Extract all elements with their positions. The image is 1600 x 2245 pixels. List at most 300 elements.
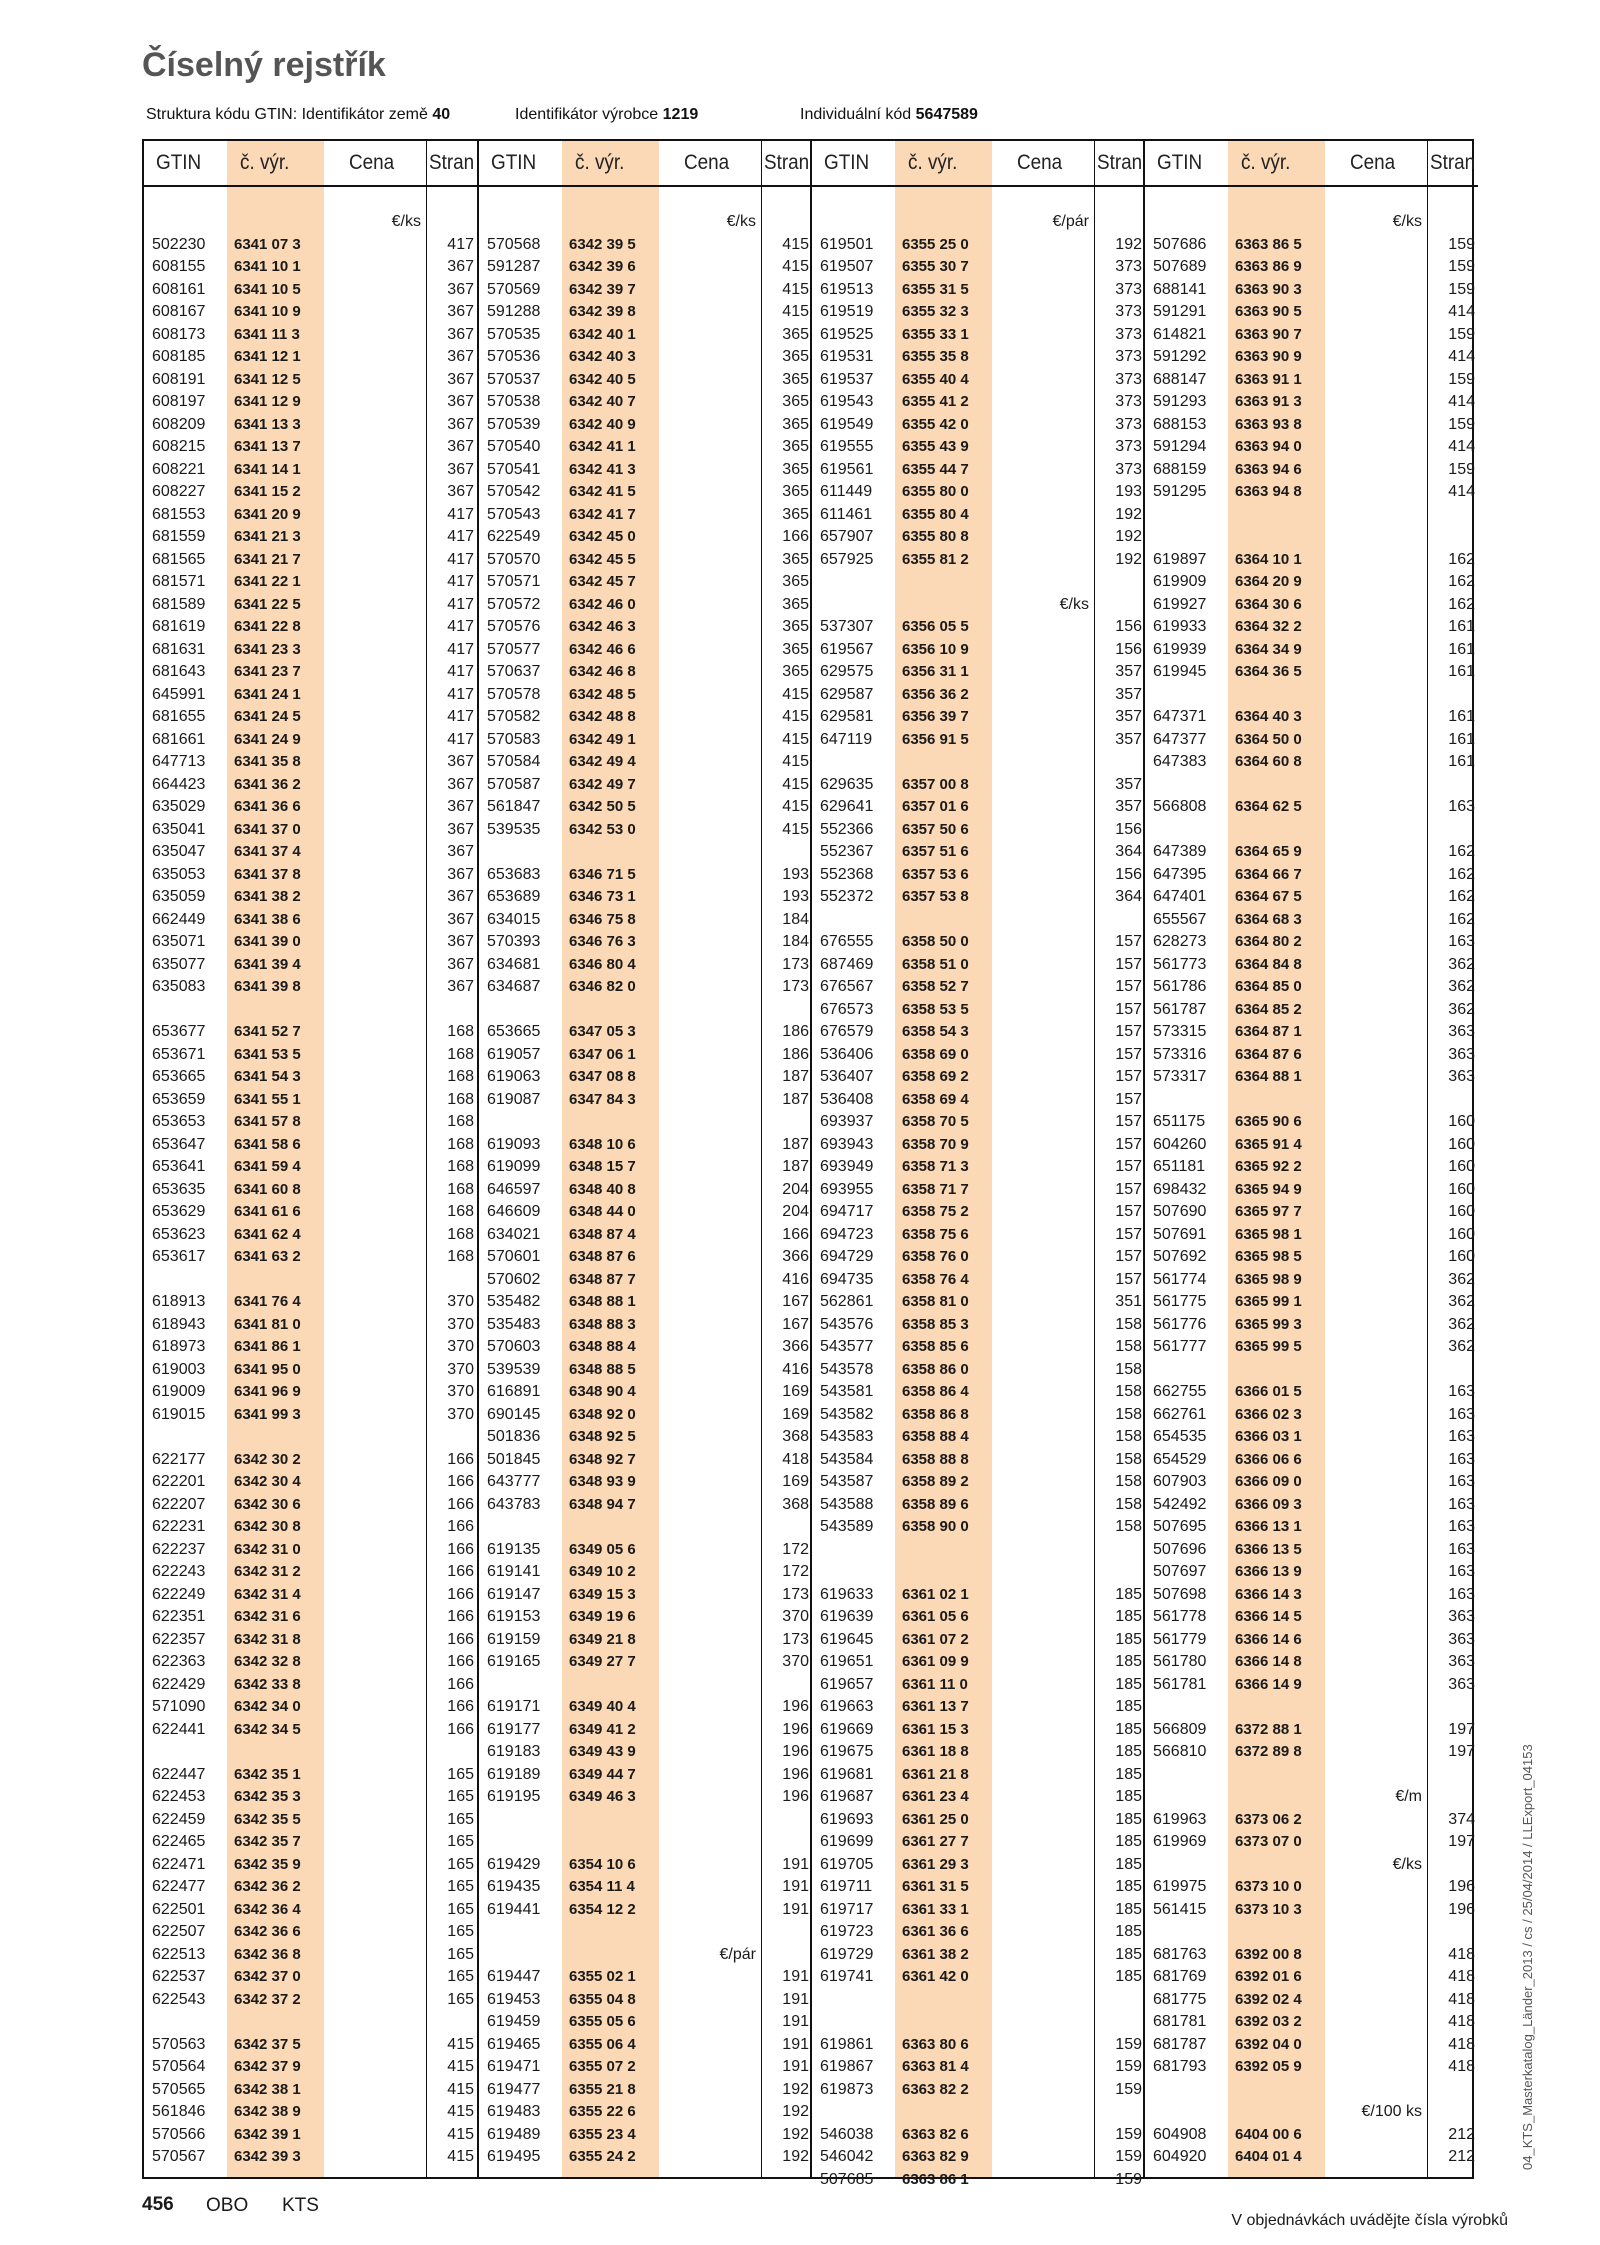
product-number-cell: 6342 45 5 (569, 550, 636, 568)
gtin-cell: 694717 (820, 1203, 874, 1220)
page-cell: 415 (782, 730, 809, 748)
table-row (479, 1404, 812, 1427)
product-number-cell: 6365 98 5 (1235, 1248, 1302, 1265)
table-row (144, 2011, 477, 2034)
table-row (1145, 256, 1478, 279)
page-cell: 159 (1448, 415, 1475, 433)
table-row (812, 1809, 1145, 1832)
table-row (479, 1966, 812, 1989)
page-cell: 417 (447, 730, 474, 748)
page-cell: 414 (1448, 483, 1475, 500)
page-cell: 196 (782, 1765, 809, 1783)
gtin-cell: 591287 (487, 258, 541, 275)
table-row (812, 571, 1145, 594)
gtin-cell: 561847 (487, 798, 541, 815)
product-number-cell: 6364 50 0 (1235, 730, 1302, 748)
gtin-cell: 662761 (1153, 1405, 1207, 1423)
product-number-cell: 6364 30 6 (1235, 595, 1302, 613)
table-row (812, 1044, 1145, 1067)
page-cell: 157 (1115, 933, 1142, 950)
table-row (1145, 1381, 1478, 1404)
page-cell: 417 (447, 505, 474, 523)
page-cell: 415 (447, 2080, 474, 2098)
table-row (812, 976, 1145, 999)
gtin-cell: 694723 (820, 1225, 874, 1243)
subhead-value: 40 (432, 106, 451, 123)
product-number-cell: 6363 82 2 (902, 2080, 969, 2098)
page-cell: 418 (1448, 2058, 1475, 2075)
gtin-cell: 681763 (1153, 1945, 1207, 1963)
product-number-cell: 6361 15 3 (902, 1720, 969, 1738)
product-number-cell: 6364 20 9 (1235, 573, 1302, 590)
page-cell: 159 (1448, 258, 1475, 275)
table-row (479, 1314, 812, 1337)
gtin-cell: 608215 (152, 438, 206, 455)
product-number-cell: 6341 35 8 (234, 753, 301, 770)
table-row (479, 436, 812, 459)
product-number-cell: 6341 59 4 (234, 1158, 301, 1175)
gtin-cell: 570587 (487, 775, 541, 793)
page-cell: 367 (447, 280, 474, 298)
gtin-cell: 546038 (820, 2125, 874, 2143)
product-number-cell: 6342 49 7 (569, 775, 636, 793)
gtin-cell: 619975 (1153, 1878, 1207, 1895)
table-row (812, 2146, 1145, 2169)
gtin-cell: 535483 (487, 1315, 541, 1333)
rows-list (812, 211, 1145, 2191)
product-number-cell: 6364 36 5 (1235, 663, 1302, 680)
product-number-cell: 6361 11 0 (902, 1675, 968, 1693)
gtin-cell: 647383 (1153, 753, 1207, 770)
gtin-cell: 676579 (820, 1023, 874, 1040)
table-row (812, 2079, 1145, 2102)
page-cell: 373 (1115, 438, 1142, 455)
gtin-cell: 635041 (152, 820, 206, 838)
price-unit-cell: €/ks (1392, 213, 1422, 230)
page-cell: 191 (782, 2058, 809, 2075)
gtin-cell: 662449 (152, 910, 206, 928)
table-row (812, 1291, 1145, 1314)
gtin-cell: 619657 (820, 1675, 874, 1693)
column-header (1145, 141, 1478, 187)
table-row (1145, 1629, 1478, 1652)
page-cell: 418 (782, 1450, 809, 1468)
table-row (1145, 549, 1478, 572)
product-number-cell: 6341 15 2 (234, 483, 301, 500)
table-row (479, 391, 812, 414)
gtin-cell: 619453 (487, 1990, 541, 2008)
page-cell: 168 (447, 1135, 474, 1153)
table-row (479, 1516, 812, 1539)
page-cell: 185 (1115, 1923, 1142, 1940)
page-cell: 367 (447, 843, 474, 860)
price-unit-cell: €/ks (1392, 1855, 1422, 1873)
table-row (144, 931, 477, 954)
product-number-cell: 6354 12 2 (569, 1900, 636, 1918)
page-cell: 418 (1448, 1990, 1475, 2008)
table-row (812, 481, 1145, 504)
product-number-cell: 6341 61 6 (234, 1203, 301, 1220)
table-row (812, 886, 1145, 909)
product-number-cell: 6358 70 9 (902, 1135, 969, 1153)
header-product-number: č. výr. (1241, 151, 1291, 174)
page-cell: 158 (1115, 1473, 1142, 1490)
page-cell: 365 (782, 550, 809, 568)
page-cell: 165 (447, 1968, 474, 1985)
table-row (812, 279, 1145, 302)
product-number-cell: 6363 90 7 (1235, 325, 1302, 343)
gtin-cell: 688147 (1153, 370, 1207, 388)
product-number-cell: 6342 36 4 (234, 1900, 301, 1918)
price-unit-cell: €/ks (391, 213, 421, 230)
table-row (1145, 1764, 1478, 1787)
table-row (479, 1764, 812, 1787)
page-cell: 365 (782, 640, 809, 658)
page-cell: 365 (782, 460, 809, 478)
product-number-cell: 6366 14 9 (1235, 1675, 1302, 1693)
product-number-cell: 6364 80 2 (1235, 933, 1302, 950)
gtin-cell: 501845 (487, 1450, 541, 1468)
product-number-cell: 6347 08 8 (569, 1068, 636, 1085)
gtin-cell: 619189 (487, 1765, 541, 1783)
page-cell: 367 (447, 978, 474, 995)
product-number-cell: 6361 27 7 (902, 1833, 969, 1850)
gtin-cell: 622441 (152, 1720, 206, 1738)
gtin-cell: 681769 (1153, 1968, 1207, 1985)
product-number-cell: 6365 99 1 (1235, 1293, 1302, 1310)
gtin-cell: 681781 (1153, 2013, 1207, 2030)
product-number-cell: 6349 15 3 (569, 1585, 636, 1603)
product-number-cell: 6364 87 1 (1235, 1023, 1302, 1040)
table-row (1145, 1516, 1478, 1539)
page-cell: 163 (1448, 933, 1475, 950)
page-cell: 363 (1448, 1045, 1475, 1063)
table-row (812, 1651, 1145, 1674)
page-cell: 414 (1448, 348, 1475, 365)
table-row (812, 2034, 1145, 2057)
product-number-cell: 6342 38 1 (234, 2080, 301, 2098)
table-row (144, 2124, 477, 2147)
page-cell: 365 (782, 325, 809, 343)
gtin-cell: 591295 (1153, 483, 1207, 500)
table-row (1145, 864, 1478, 887)
table-row (1145, 1134, 1478, 1157)
page-cell: 168 (447, 1023, 474, 1040)
page-cell: 163 (1448, 1563, 1475, 1580)
page-cell: 168 (447, 1113, 474, 1130)
product-number-cell: 6341 14 1 (234, 460, 301, 478)
product-number-cell: 6346 71 5 (569, 865, 636, 883)
table-row (144, 1876, 477, 1899)
gtin-cell: 619471 (487, 2058, 541, 2075)
header-product-number: č. výr. (240, 151, 290, 174)
table-row (812, 1696, 1145, 1719)
gtin-cell: 619009 (152, 1383, 206, 1400)
table-row (479, 1674, 812, 1697)
product-number-cell: 6361 31 5 (902, 1878, 969, 1895)
page-cell: 168 (447, 1180, 474, 1198)
product-number-cell: 6392 02 4 (1235, 1990, 1302, 2008)
table-row (812, 1944, 1145, 1967)
product-number-cell: 6342 35 1 (234, 1765, 301, 1783)
product-number-cell: 6341 20 9 (234, 505, 301, 523)
page-cell: 417 (447, 618, 474, 635)
table-row (812, 1584, 1145, 1607)
table-row (144, 1719, 477, 1742)
table-row (144, 1314, 477, 1337)
page-cell: 173 (782, 1585, 809, 1603)
gtin-cell: 619633 (820, 1585, 874, 1603)
product-number-cell: 6346 76 3 (569, 933, 636, 950)
gtin-cell: 619675 (820, 1743, 874, 1760)
gtin-cell: 681643 (152, 663, 206, 680)
gtin-cell: 622429 (152, 1675, 206, 1693)
product-number-cell: 6355 35 8 (902, 348, 969, 365)
table-row (144, 1944, 477, 1967)
gtin-cell: 561777 (1153, 1338, 1207, 1355)
table-row (479, 1584, 812, 1607)
page-cell: 165 (447, 1945, 474, 1963)
page-cell: 169 (782, 1405, 809, 1423)
page-cell: 161 (1448, 663, 1475, 680)
page-cell: 196 (1448, 1900, 1475, 1918)
table-row (479, 211, 812, 234)
page-cell: 193 (782, 888, 809, 905)
page-cell: 415 (782, 798, 809, 815)
table-row (144, 729, 477, 752)
product-number-cell: 6361 33 1 (902, 1900, 969, 1918)
table-row (812, 256, 1145, 279)
page-cell: 166 (782, 1225, 809, 1243)
page-cell: 366 (782, 1248, 809, 1265)
table-row (1145, 436, 1478, 459)
table-row (812, 1314, 1145, 1337)
table-row (812, 1539, 1145, 1562)
page-cell: 192 (1115, 235, 1142, 253)
product-number-cell: 6341 54 3 (234, 1068, 301, 1085)
table-row (144, 234, 477, 257)
table-row (144, 1201, 477, 1224)
table-row (1145, 1674, 1478, 1697)
page-cell: 197 (1448, 1833, 1475, 1850)
product-number-cell: 6354 10 6 (569, 1855, 636, 1873)
table-row (1145, 1336, 1478, 1359)
table-row (479, 684, 812, 707)
product-number-cell: 6348 94 7 (569, 1495, 636, 1513)
product-number-cell: 6341 21 7 (234, 550, 301, 568)
product-number-cell: 6363 90 3 (1235, 280, 1302, 298)
table-row (479, 1201, 812, 1224)
page-cell: 165 (447, 1878, 474, 1895)
product-number-cell: 6358 69 2 (902, 1068, 969, 1085)
gtin-cell: 507697 (1153, 1563, 1207, 1580)
table-row (812, 2124, 1145, 2147)
page-cell: 166 (447, 1540, 474, 1558)
table-row (144, 954, 477, 977)
product-number-cell: 6342 36 2 (234, 1878, 301, 1895)
product-number-cell: 6363 93 8 (1235, 415, 1302, 433)
gtin-cell: 619909 (1153, 573, 1207, 590)
gtin-cell: 681571 (152, 573, 206, 590)
product-number-cell: 6348 90 4 (569, 1383, 636, 1400)
gtin-cell: 619729 (820, 1945, 874, 1963)
table-row (479, 1179, 812, 1202)
table-row (812, 1516, 1145, 1539)
gtin-cell: 619135 (487, 1540, 541, 1558)
table-row (812, 1449, 1145, 1472)
product-number-cell: 6404 00 6 (1235, 2125, 1302, 2143)
table-row (479, 2011, 812, 2034)
product-number-cell: 6341 38 2 (234, 888, 301, 905)
product-number-cell: 6355 32 3 (902, 303, 969, 320)
product-number-cell: 6346 73 1 (569, 888, 636, 905)
gtin-cell: 681775 (1153, 1990, 1207, 2008)
product-number-cell: 6365 91 4 (1235, 1135, 1302, 1153)
page-cell: 373 (1115, 393, 1142, 410)
gtin-cell: 629641 (820, 798, 874, 815)
table-row (812, 2101, 1145, 2124)
product-number-cell: 6342 41 7 (569, 505, 636, 523)
page-cell: 160 (1448, 1248, 1475, 1265)
table-row (144, 1179, 477, 1202)
gtin-cell: 622543 (152, 1990, 206, 2008)
table-row (144, 1854, 477, 1877)
product-number-cell: 6349 46 3 (569, 1788, 636, 1805)
table-row (1145, 729, 1478, 752)
page-cell: 191 (782, 2013, 809, 2030)
gtin-cell: 570602 (487, 1270, 541, 1288)
table-row (479, 1471, 812, 1494)
page-cell: 166 (447, 1675, 474, 1693)
product-number-cell: 6342 35 9 (234, 1855, 301, 1873)
table-row (144, 1471, 477, 1494)
page-cell: 185 (1115, 1675, 1142, 1693)
gtin-cell: 619561 (820, 460, 874, 478)
table-row (144, 2034, 477, 2057)
product-number-cell: 6342 41 5 (569, 483, 636, 500)
gtin-cell: 646597 (487, 1180, 541, 1198)
table-row (144, 1494, 477, 1517)
table-row (1145, 1246, 1478, 1269)
table-row (812, 391, 1145, 414)
table-row (812, 684, 1145, 707)
gtin-cell: 570583 (487, 730, 541, 748)
product-number-cell: 6355 22 6 (569, 2103, 636, 2120)
product-number-cell: 6358 52 7 (902, 978, 969, 995)
page-cell: 166 (447, 1608, 474, 1625)
gtin-cell: 681589 (152, 595, 206, 613)
gtin-cell: 546042 (820, 2148, 874, 2165)
page-cell: 367 (447, 415, 474, 433)
product-number-cell: 6356 31 1 (902, 663, 969, 680)
product-number-cell: 6347 05 3 (569, 1023, 636, 1040)
product-number-cell: 6357 53 6 (902, 865, 969, 883)
page-cell: 362 (1448, 978, 1475, 995)
product-number-cell: 6358 75 2 (902, 1203, 969, 1220)
table-row (144, 594, 477, 617)
product-number-cell: 6355 42 0 (902, 415, 969, 433)
page-cell: 165 (447, 1788, 474, 1805)
gtin-cell: 635029 (152, 798, 206, 815)
gtin-cell: 694729 (820, 1248, 874, 1265)
table-row (144, 774, 477, 797)
gtin-cell: 542492 (1153, 1495, 1207, 1513)
table-row (812, 1359, 1145, 1382)
table-row (144, 279, 477, 302)
product-number-cell: 6355 23 4 (569, 2125, 636, 2143)
table-row (1145, 504, 1478, 527)
product-number-cell: 6363 80 6 (902, 2035, 969, 2053)
gtin-cell: 622231 (152, 1518, 206, 1535)
page-cell: 362 (1448, 1000, 1475, 1018)
table-row (144, 1044, 477, 1067)
table-row (812, 1269, 1145, 1292)
table-row (144, 436, 477, 459)
export-info-text: 04_KTS_Masterkatalog_Länder_2013 / cs / 25/04/2014 / LLExport_04153 (1520, 1744, 1535, 2170)
gtin-cell: 622207 (152, 1495, 206, 1513)
table-row (144, 639, 477, 662)
page-cell: 168 (447, 1248, 474, 1265)
product-number-cell: 6349 44 7 (569, 1765, 636, 1783)
product-number-cell: 6342 39 5 (569, 235, 636, 253)
gtin-cell: 694735 (820, 1270, 874, 1288)
page-cell: 367 (447, 753, 474, 770)
gtin-cell: 536406 (820, 1045, 874, 1063)
gtin-cell: 681619 (152, 618, 206, 635)
table-row (812, 594, 1145, 617)
page-cell: 365 (782, 348, 809, 365)
table-row (144, 1561, 477, 1584)
page-cell: 212 (1448, 2125, 1475, 2143)
header-gtin: GTIN (491, 151, 537, 174)
table-row (1145, 1156, 1478, 1179)
table-row (812, 459, 1145, 482)
table-row (144, 1381, 477, 1404)
page-cell: 187 (782, 1090, 809, 1108)
table-row (812, 211, 1145, 234)
table-row (1145, 774, 1478, 797)
table-row (479, 1921, 812, 1944)
gtin-cell: 561415 (1153, 1900, 1207, 1918)
table-row (1145, 414, 1478, 437)
product-number-cell: 6361 09 9 (902, 1653, 969, 1670)
product-number-cell: 6373 07 0 (1235, 1833, 1302, 1850)
page-cell: 186 (782, 1023, 809, 1040)
table-row (144, 1089, 477, 1112)
product-number-cell: 6341 96 9 (234, 1383, 301, 1400)
table-row (812, 864, 1145, 887)
gtin-cell: 619687 (820, 1788, 874, 1805)
table-row (1145, 1899, 1478, 1922)
table-row (812, 1831, 1145, 1854)
product-number-cell: 6365 98 9 (1235, 1270, 1302, 1288)
rows-list (479, 211, 812, 2169)
page-cell: 365 (782, 618, 809, 635)
table-row (479, 1539, 812, 1562)
gtin-cell: 619639 (820, 1608, 874, 1625)
page-cell: 172 (782, 1540, 809, 1558)
page-cell: 367 (447, 348, 474, 365)
table-row (812, 1224, 1145, 1247)
page-cell: 368 (782, 1495, 809, 1513)
table-row (1145, 1291, 1478, 1314)
table-row (1145, 324, 1478, 347)
product-number-cell: 6358 90 0 (902, 1518, 969, 1535)
gtin-cell: 566810 (1153, 1743, 1207, 1760)
page-cell: 415 (782, 685, 809, 703)
product-number-cell: 6349 05 6 (569, 1540, 636, 1558)
subhead-value: 5647589 (915, 106, 978, 123)
